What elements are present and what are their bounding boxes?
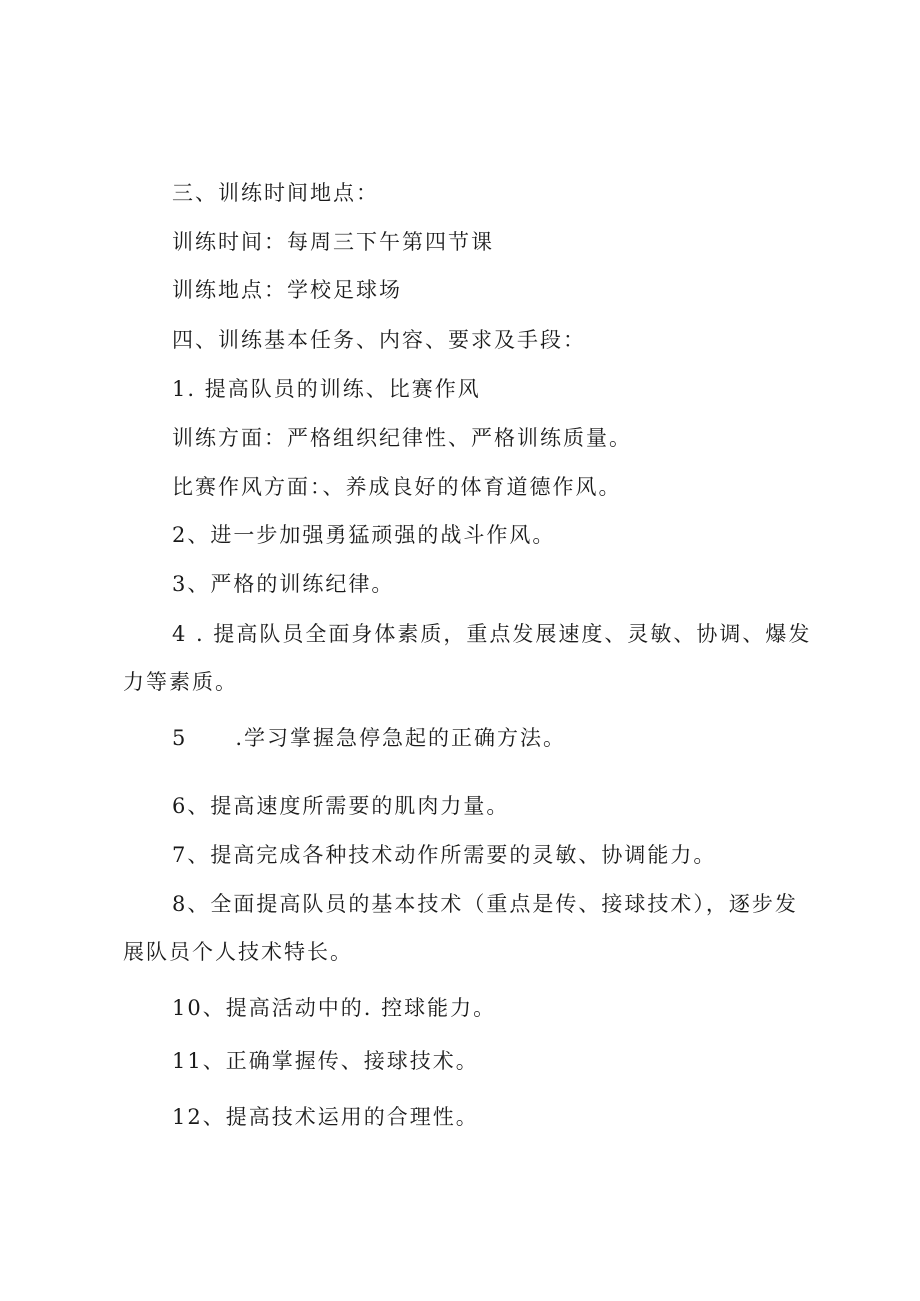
item-1: 1. 提高队员的训练、比赛作风 — [172, 377, 481, 401]
item-5 — [172, 724, 566, 752]
match-aspect: 比赛作风方面：、养成良好的体育道德作风。 — [172, 475, 622, 499]
training-time: 训练时间：每周三下午第四节课 — [172, 230, 494, 254]
section-4-heading: 四、训练基本任务、内容、要求及手段： — [172, 328, 586, 352]
item-6: 6、提高速度所需要的肌肉力量。 — [172, 794, 510, 818]
item-4-line-1: 4 . 提高队员全面身体素质，重点发展速度、灵敏、协调、爆发 — [172, 622, 812, 646]
item-7: 7、提高完成各种技术动作所需要的灵敏、协调能力。 — [172, 843, 717, 867]
item-2: 2、进一步加强勇猛顽强的战斗作风。 — [172, 523, 556, 547]
item-5-number: 5 — [172, 726, 188, 750]
item-11: 11、正确掌握传、接球技术。 — [172, 1049, 479, 1073]
item-3: 3、严格的训练纪律。 — [172, 572, 395, 596]
training-place: 训练地点：学校足球场 — [172, 278, 402, 302]
item-12: 12、提高技术运用的合理性。 — [172, 1105, 479, 1129]
section-3-heading: 三、训练时间地点： — [172, 181, 379, 205]
item-4-line-2: 力等素质。 — [123, 670, 238, 694]
item-5-text: .学习掌握急停急起的正确方法。 — [235, 726, 567, 750]
training-aspect: 训练方面：严格组织纪律性、严格训练质量。 — [172, 426, 632, 450]
item-10: 10、提高活动中的. 控球能力。 — [172, 996, 497, 1020]
item-8-line-1: 8、全面提高队员的基本技术（重点是传、接球技术），逐步发 — [172, 892, 798, 916]
item-8-line-2: 展队员个人技术特长。 — [123, 940, 353, 964]
